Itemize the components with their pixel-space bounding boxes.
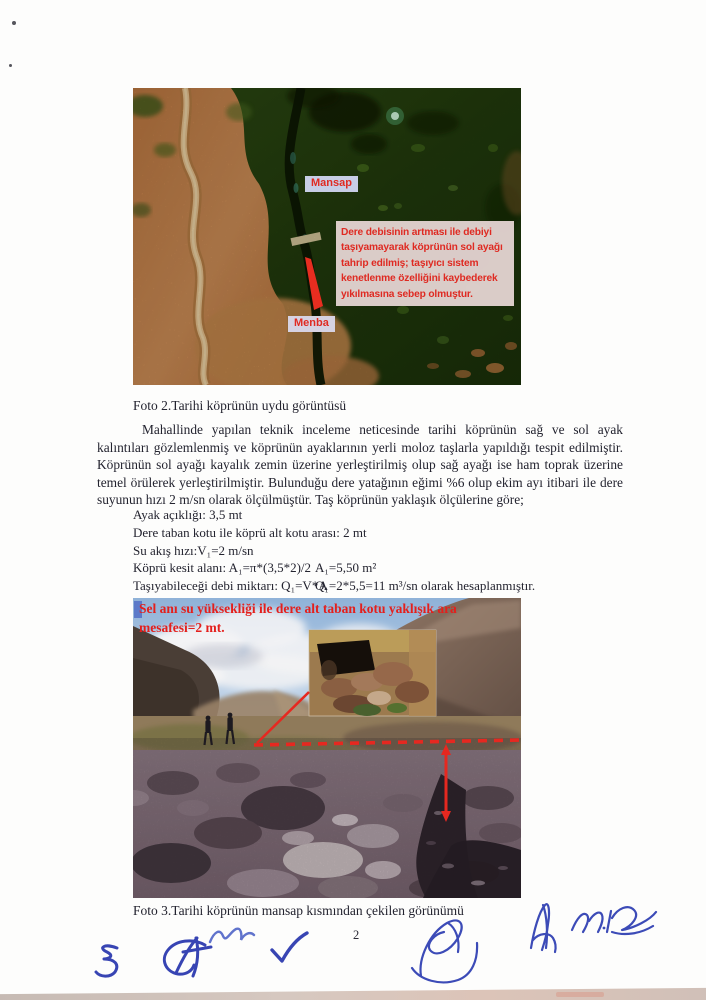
signature-b	[531, 904, 549, 950]
label-menba: Menba	[288, 316, 335, 332]
signature-m	[612, 907, 656, 930]
scan-speck	[9, 64, 12, 67]
signature-initials	[193, 938, 198, 976]
signature-m	[589, 913, 603, 932]
signature-loop	[448, 923, 459, 952]
measurement-left: Ayak açıklığı: 3,5 mt	[133, 507, 243, 522]
handwritten-mark-3	[96, 946, 117, 976]
inset-rubble-photo	[309, 630, 436, 716]
body-paragraph: Mahallinde yapılan teknik inceleme neticesinde tarihi köprünün sağ ve sol ayak kalıntıları gözlemlenmiş ve köprünün ayaklarının yerli moloz taşlarla yapıldığı tespit edilmiştir. Köprünün sol ayağı kayalık zemin üzerine yerleştirilmiş olup sağ ayağı ise ham toprak üzerine temel örülerek yerleştirilmiştir. Bulunduğu dere yatağının eğimi %6 olup ekim ayı itibari ile dere suyunun hızı 2 m/sn olarak ölçülmüştür. Taş köprünün yaklaşık ölçülerine göre;	[97, 422, 623, 508]
satellite-photo	[133, 88, 521, 385]
scan-speck	[12, 21, 16, 25]
signature-loop	[412, 943, 477, 982]
signature-loop	[421, 920, 462, 976]
measurement-row	[133, 507, 653, 525]
label-mansap: Mansap	[305, 176, 358, 192]
flood-annotation-text: Sel anı su yüksekliği ile dere alt taban kotu yaklışık ara mesafesi=2 mt.	[139, 601, 457, 635]
signature-m	[572, 914, 588, 932]
signature-initials	[183, 947, 211, 952]
page-number: 2	[353, 928, 360, 942]
photo-caption-foto2: Foto 2.Tarihi köprünün uydu görüntüsü	[133, 398, 347, 413]
signature-scribble	[210, 929, 254, 942]
site-photo-image	[133, 598, 521, 898]
measurement-left: Dere taban kotu ile köprü alt kotu arası: 2 mt	[133, 524, 367, 540]
measurement-row	[133, 543, 653, 561]
site-photo	[133, 598, 521, 898]
measurement-row	[133, 578, 653, 596]
measurement-left: Köprü kesit alanı: A₁=π*(3,5*2)/2	[133, 560, 312, 576]
measurement-left: Taşıyabileceği debi miktarı: Q₁=V*A	[133, 578, 328, 594]
signature-b	[533, 934, 556, 952]
measurement-row	[133, 525, 653, 543]
signature-m	[612, 926, 653, 934]
measurement-right: Q₁=2*5,5=11 m³/sn olarak hesaplanmıştır.	[315, 578, 536, 594]
checkmark-ink	[272, 933, 307, 961]
photo-caption-foto3: Foto 3.Tarihi köprünün mansap kısmından çekilen görünümü	[133, 903, 464, 918]
scan-smudge	[556, 992, 604, 997]
measurement-left: Su akış hızı:V₁=2 m/sn	[133, 542, 254, 558]
signature-initials	[164, 941, 205, 974]
signature-m	[607, 911, 611, 932]
measurement-right: A₁=5,50 m²	[315, 560, 377, 576]
damage-annotation-box: Dere debisinin artması ile debiyi taşıyamayarak köprünün sol ayağı tahrip edilmiş; taşıyıcı sistem kenetlenme özelliğini kaybederek yıkılmasına sebep olmuştur.	[336, 221, 514, 306]
signature-initials	[176, 938, 197, 973]
measurement-row	[133, 560, 653, 578]
signature-b	[543, 905, 547, 948]
measurement-list	[133, 507, 653, 596]
